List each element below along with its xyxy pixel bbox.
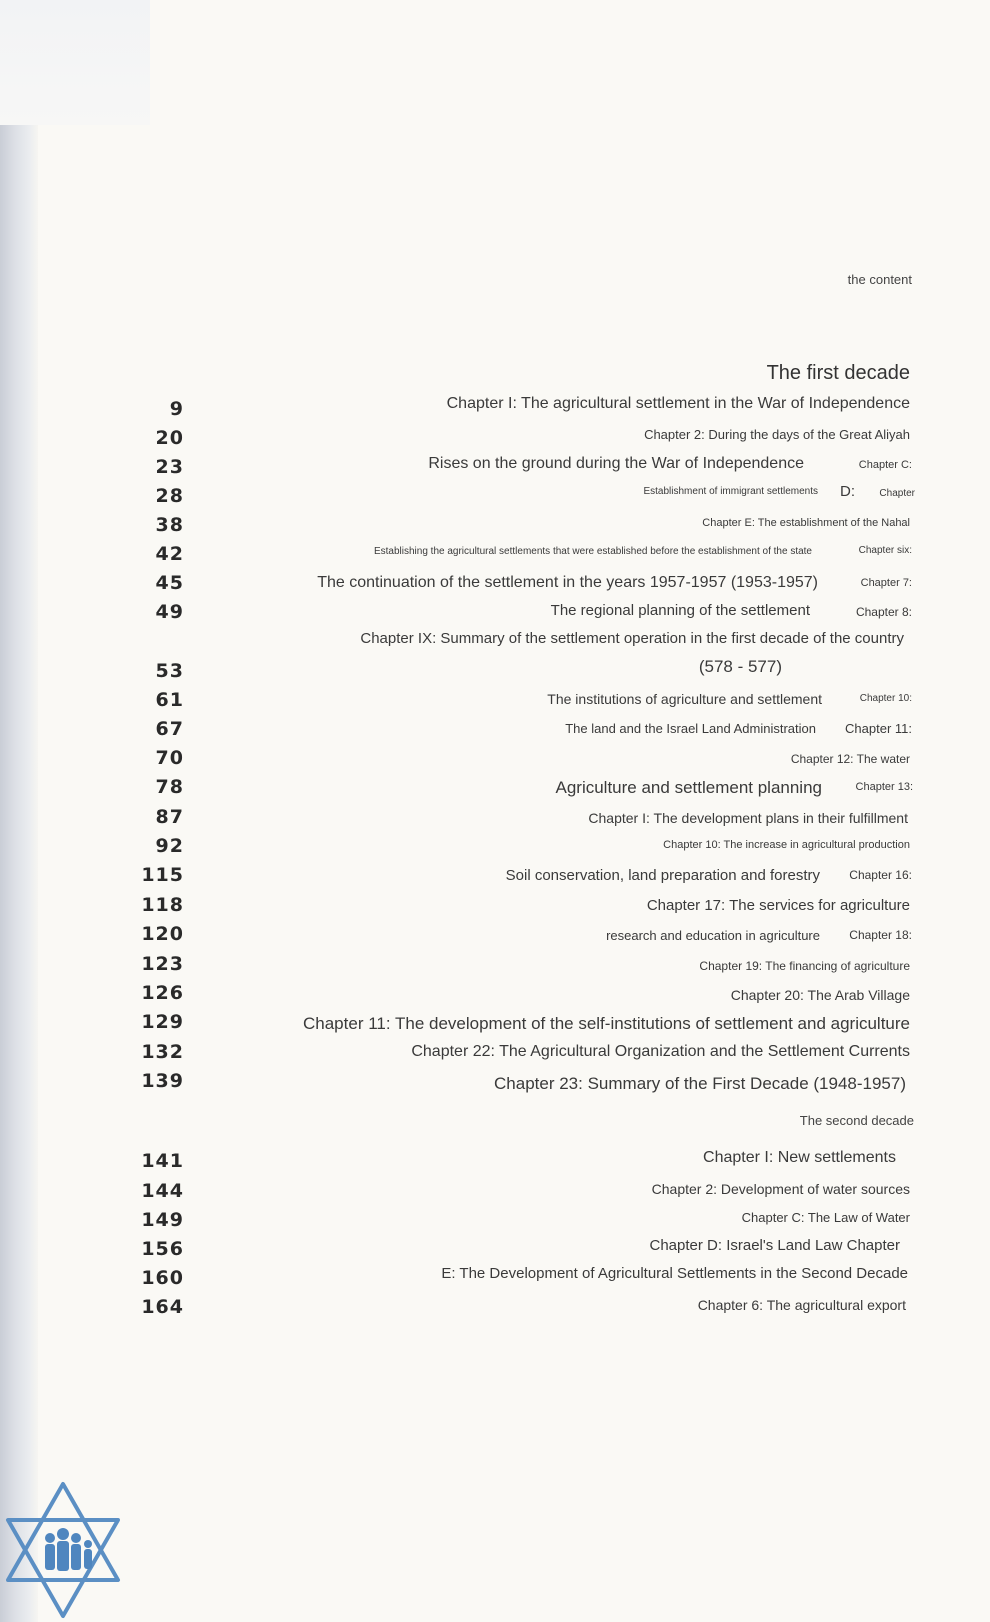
toc-entry-title: Chapter 11: The development of the self-institutions of settlement and agriculture xyxy=(303,1014,910,1033)
toc-entry-title: Chapter E: The establishment of the Nahal xyxy=(702,517,910,529)
page-number: 120 xyxy=(141,923,184,945)
page-binding-edge xyxy=(0,0,38,1622)
page-number: 20 xyxy=(155,427,184,449)
contents-heading: the content xyxy=(847,272,912,287)
star-of-david-family-icon xyxy=(0,1478,126,1622)
page-number: 28 xyxy=(155,485,184,507)
toc-entry-title: Chapter 17: The services for agriculture xyxy=(646,897,910,914)
page-number: 139 xyxy=(141,1070,184,1092)
toc-entry-title: Chapter 2: Development of water sources xyxy=(651,1181,910,1197)
toc-entry-title: Chapter D: Israel's Land Law Chapter xyxy=(649,1237,900,1254)
page-number: 45 xyxy=(155,572,184,594)
page-number: 149 xyxy=(141,1209,184,1231)
toc-entry-title: Chapter 10: The increase in agricultural production xyxy=(663,839,910,851)
page-number: 67 xyxy=(155,718,184,740)
toc-chapter-label: Chapter 16: xyxy=(849,868,912,882)
page-number: 9 xyxy=(169,398,184,420)
toc-entry-title: Chapter 20: The Arab Village xyxy=(730,987,910,1003)
toc-chapter-label: Chapter 11: xyxy=(845,721,912,736)
page-number: 70 xyxy=(155,747,184,769)
toc-entry-title: Soil conservation, land preparation and forestry xyxy=(505,867,820,884)
page-number: 156 xyxy=(141,1238,184,1260)
page-number: 132 xyxy=(141,1041,184,1063)
toc-entry-title: Chapter I: The development plans in their fulfillment xyxy=(588,810,908,826)
toc-chapter-label: Chapter 18: xyxy=(849,928,912,942)
toc-entry-title: research and education in agriculture xyxy=(606,928,820,943)
toc-chapter-label: Chapter 7: xyxy=(860,577,912,589)
page-number: 129 xyxy=(141,1011,184,1033)
page-number: 61 xyxy=(155,689,184,711)
page-number: 38 xyxy=(155,514,184,536)
page-number: 164 xyxy=(141,1296,184,1318)
toc-chapter-label: Chapter xyxy=(879,488,915,499)
toc-chapter-letter: D: xyxy=(840,483,855,500)
toc-entry-title: Chapter 22: The Agricultural Organization and the Settlement Currents xyxy=(411,1043,910,1060)
page-number: 141 xyxy=(141,1150,184,1172)
page-number: 78 xyxy=(155,776,184,798)
toc-entry-title: Chapter IX: Summary of the settlement operation in the first decade of the country xyxy=(360,630,904,647)
toc-chapter-label: Chapter 13: xyxy=(855,781,913,793)
toc-entry-title: Chapter 2: During the days of the Great Aliyah xyxy=(644,427,910,442)
page-number: 53 xyxy=(155,660,184,682)
page-number: 126 xyxy=(141,982,184,1004)
page-number: 123 xyxy=(141,953,184,975)
toc-chapter-label: Chapter C: xyxy=(858,459,912,471)
toc-entry-title: Establishment of immigrant settlements xyxy=(643,486,818,497)
toc-entry-title: Chapter C: The Law of Water xyxy=(741,1210,910,1225)
page-number: 160 xyxy=(141,1267,184,1289)
toc-entry-title: The regional planning of the settlement xyxy=(550,602,810,619)
toc-entry-title: Chapter I: The agricultural settlement in the War of Independence xyxy=(446,395,910,412)
page-top-shadow xyxy=(0,0,150,125)
page-number: 23 xyxy=(155,456,184,478)
toc-entry-title: Rises on the ground during the War of Independence xyxy=(428,455,804,472)
toc-entry-title: Chapter 6: The agricultural export xyxy=(697,1297,906,1313)
toc-chapter-label: Chapter 10: xyxy=(859,693,912,704)
toc-chapter-label: Chapter 8: xyxy=(855,605,912,619)
toc-entry-title: The continuation of the settlement in the years 1957-1957 (1953-1957) xyxy=(317,574,818,591)
toc-entry-title: Chapter 12: The water xyxy=(790,752,910,766)
page-number: 87 xyxy=(155,806,184,828)
first-decade-title: The first decade xyxy=(766,362,910,384)
page-number: 118 xyxy=(141,894,184,916)
toc-entry-title: (578 - 577) xyxy=(698,657,782,676)
toc-chapter-label: Chapter six: xyxy=(858,545,912,556)
toc-entry-title: The institutions of agriculture and settlement xyxy=(547,691,822,707)
toc-entry-title: Establishing the agricultural settlements that were established before the establishment of the state xyxy=(373,546,812,557)
toc-entry-title: Chapter 19: The financing of agriculture xyxy=(699,959,910,973)
page-number: 92 xyxy=(155,835,184,857)
toc-entry-title: The land and the Israel Land Administration xyxy=(565,721,816,736)
toc-entry-title: E: The Development of Agricultural Settlements in the Second Decade xyxy=(441,1265,908,1282)
page-number: 144 xyxy=(141,1180,184,1202)
second-decade-title: The second decade xyxy=(799,1113,914,1128)
page-number: 49 xyxy=(155,601,184,623)
toc-entry-title: Agriculture and settlement planning xyxy=(555,778,822,797)
page-number: 115 xyxy=(141,864,184,886)
toc-entry-title: Chapter I: New settlements xyxy=(703,1149,896,1166)
toc-entry-title: Chapter 23: Summary of the First Decade (1948-1957) xyxy=(494,1074,906,1093)
page-number: 42 xyxy=(155,543,184,565)
